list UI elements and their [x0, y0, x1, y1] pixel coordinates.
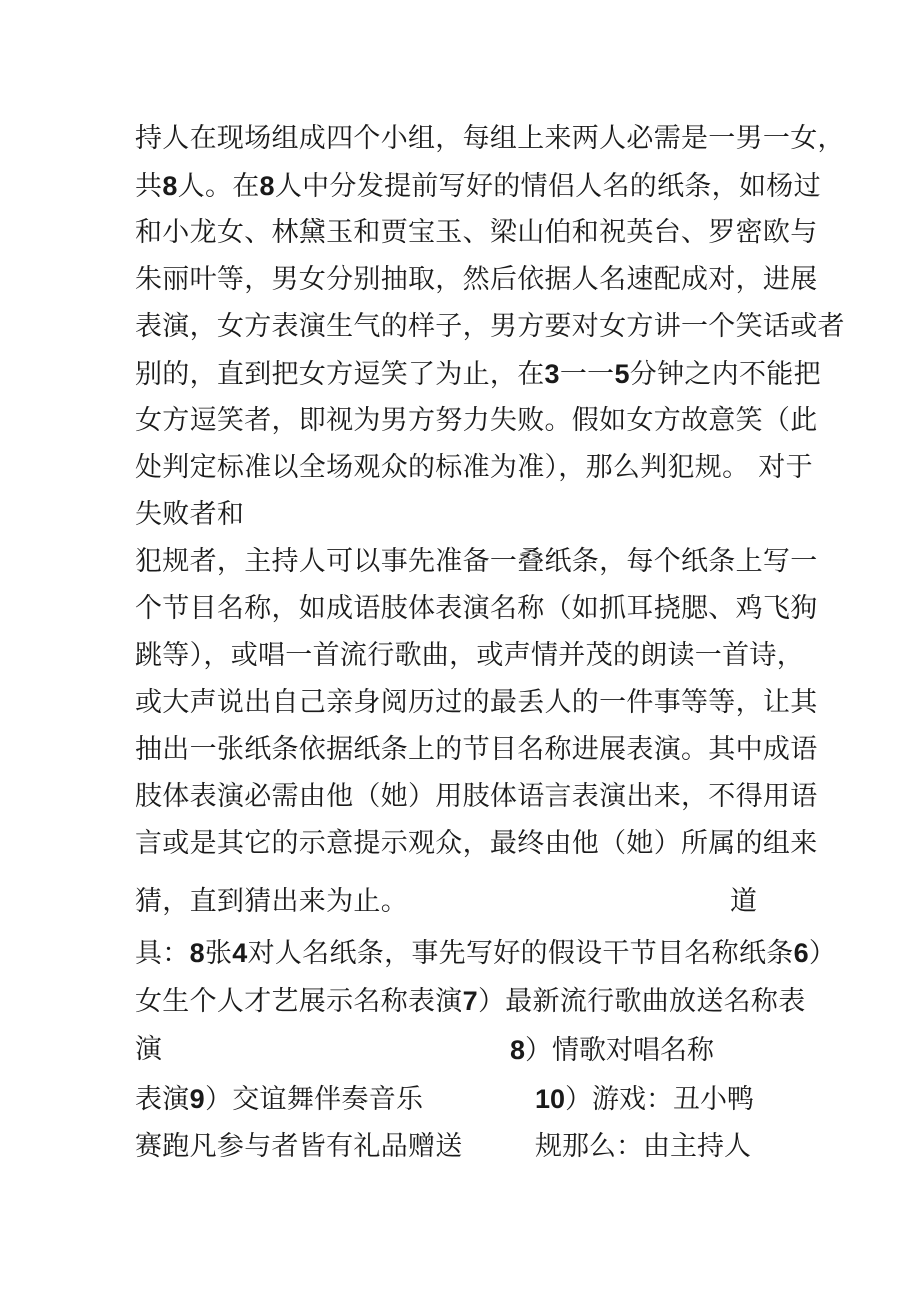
text-line: 失败者和: [135, 499, 245, 530]
text-fragment-rule: 规那么：由主持人: [535, 1131, 751, 1162]
text-line: 肢体表演必需由他（她）用肢体语言表演出来，不得用语: [135, 781, 818, 812]
text-line: 别的，直到把女方逗笑了为止，在3一一5分钟之内不能把: [135, 359, 821, 390]
text-fragment-item8: 8）情歌对唱名称: [510, 1035, 715, 1066]
text-line: 女方逗笑者，即视为男方努力失败。假如女方故意笑（此: [135, 405, 818, 436]
text-line: 持人在现场组成四个小组，每组上来两人必需是一男一女，: [135, 123, 845, 154]
text-line: 或大声说出自己亲身阅历过的最丢人的一件事等等，让其: [135, 687, 818, 718]
text-line: 个节目名称，如成语肢体表演名称（如抓耳挠腮、鸡飞狗: [135, 593, 818, 624]
text-line: 女生个人才艺展示名称表演7）最新流行歌曲放送名称表: [135, 986, 806, 1017]
text-fragment-dao: 道: [730, 886, 757, 917]
text-line: 共8人。在8人中分发提前写好的情侣人名的纸条，如杨过: [135, 171, 821, 202]
text-line: 犯规者，主持人可以事先准备一叠纸条，每个纸条上写一: [135, 546, 818, 577]
text-fragment-item10: 10）游戏：丑小鸭: [535, 1084, 755, 1115]
text-line: 朱丽叶等，男女分别抽取，然后依据人名速配成对，进展: [135, 264, 818, 295]
text-line: 跳等），或唱一首流行歌曲，或声情并茂的朗读一首诗，: [135, 640, 804, 671]
text-line: 言或是其它的示意提示观众，最终由他（她）所属的组来: [135, 828, 818, 859]
text-fragment-item9: 表演9）交谊舞伴奏音乐: [135, 1084, 424, 1115]
text-line: 和小龙女、林黛玉和贾宝玉、梁山伯和祝英台、罗密欧与: [135, 217, 818, 248]
text-line: 具：8张4对人名纸条，事先写好的假设干节目名称纸条6）: [135, 938, 837, 969]
text-line: 演: [135, 1034, 163, 1065]
text-line: 处判定标准以全场观众的标准为准），那么判犯规。 对于: [135, 452, 813, 483]
text-fragment-prize: 赛跑凡参与者皆有礼品赠送: [135, 1131, 463, 1162]
text-line: 抽出一张纸条依据纸条上的节目名称进展表演。其中成语: [135, 734, 818, 765]
text-line: 猜，直到猜出来为止。: [135, 886, 408, 917]
text-line: 表演，女方表演生气的样子，男方要对女方讲一个笑话或者: [135, 311, 845, 342]
